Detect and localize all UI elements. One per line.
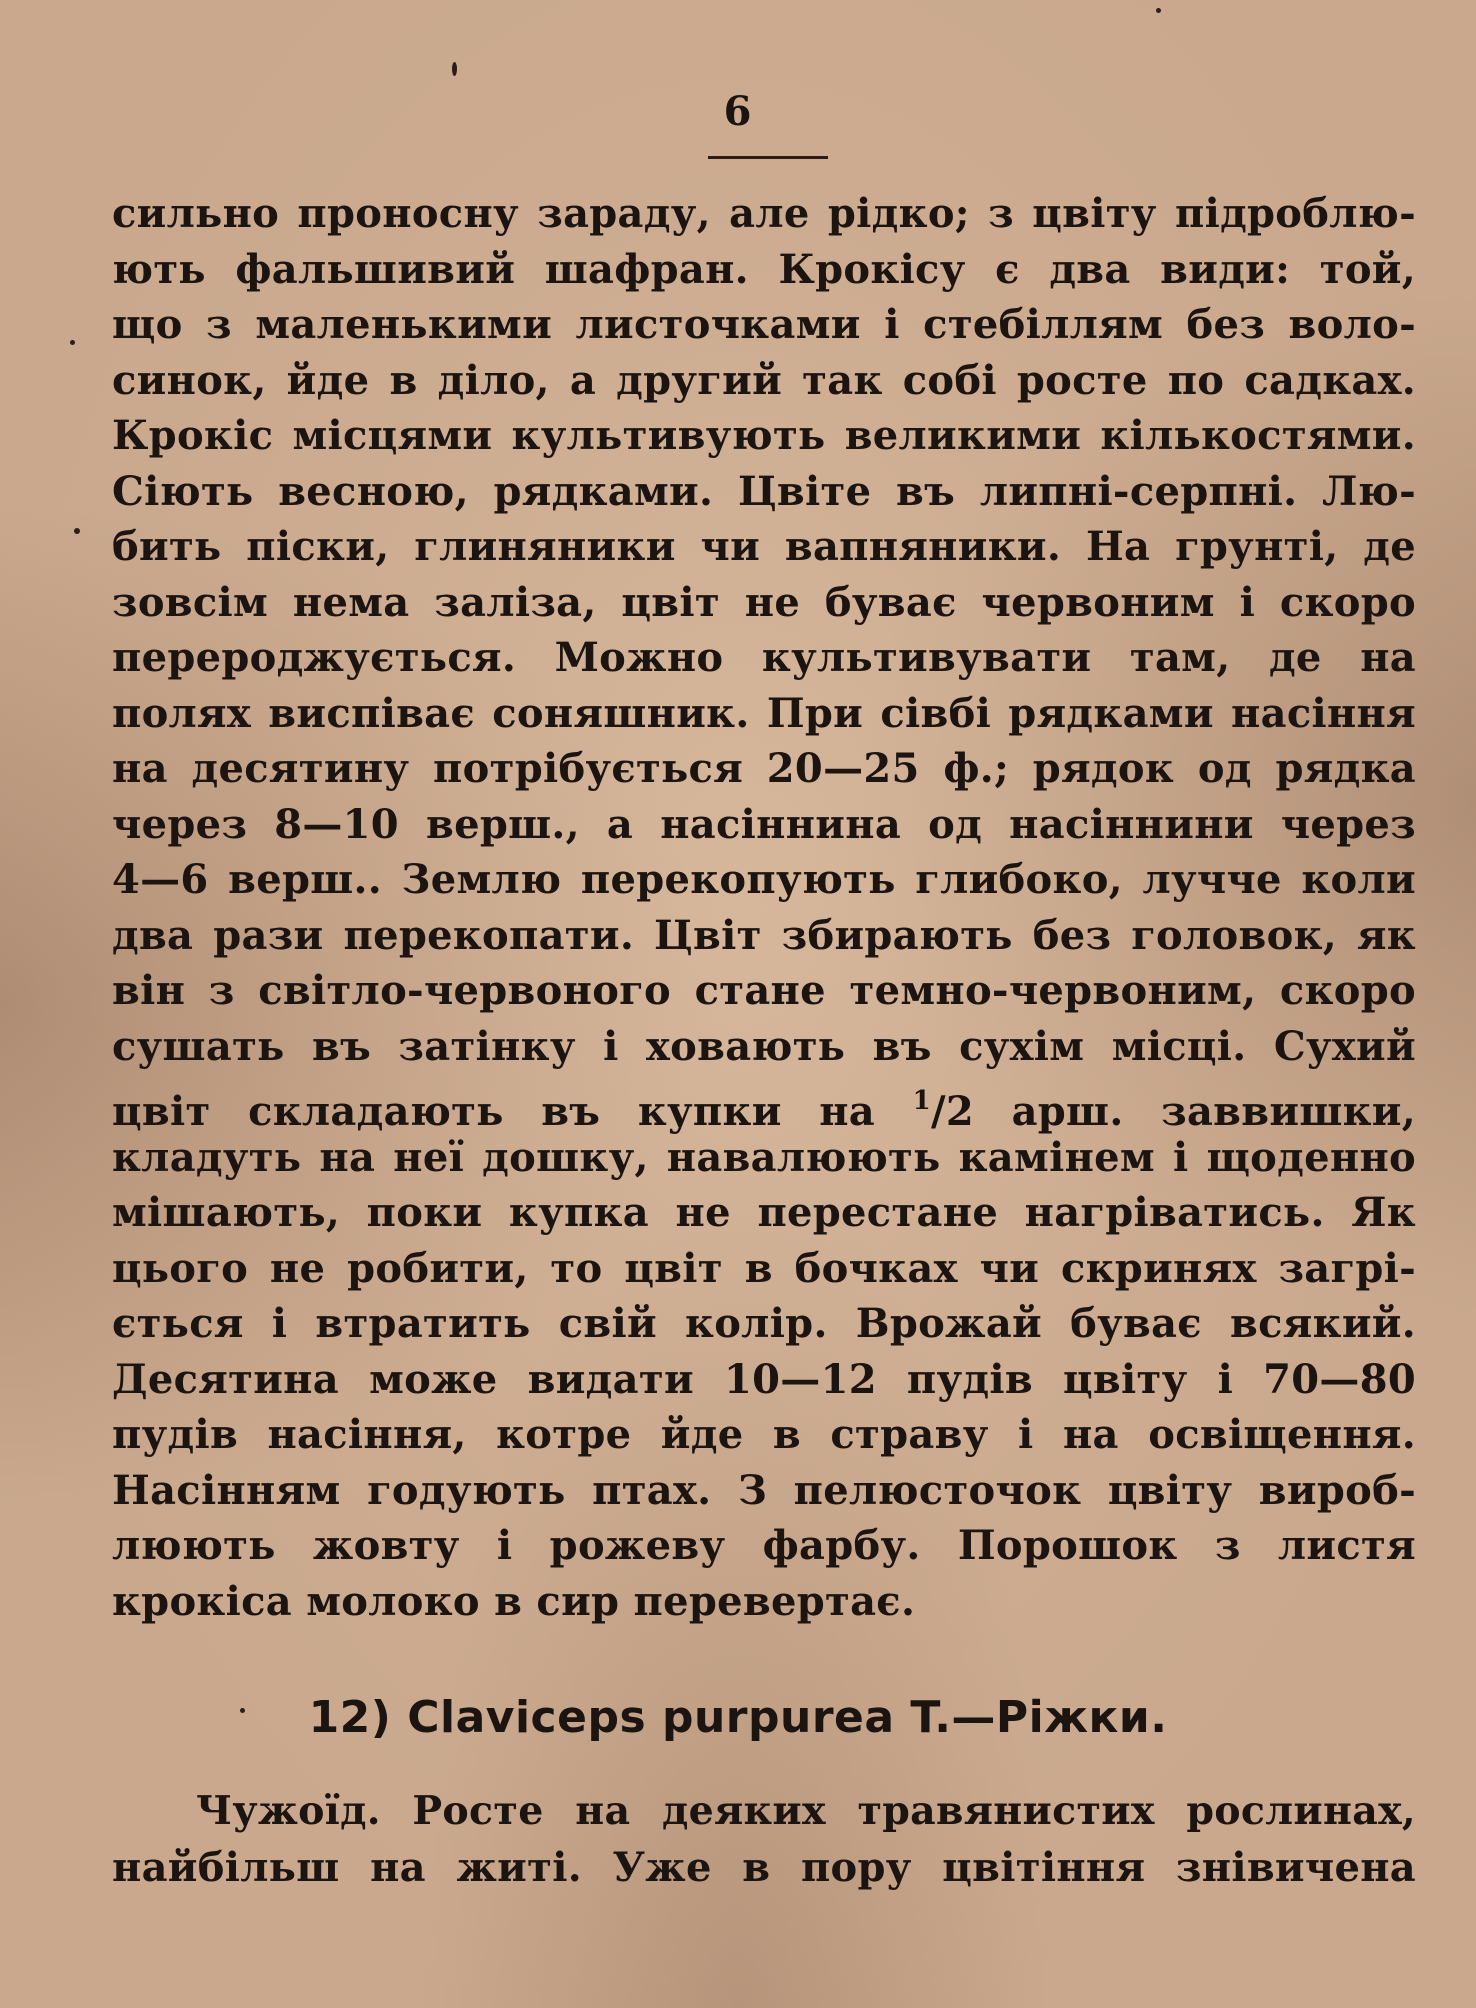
text-line: пудів насіння, котре йде в страву і на освіщення. [112, 1411, 1416, 1458]
page-number: 6 [723, 88, 753, 135]
text-line: Насінням годують птах. З пелюсточок цвіту вироб- [112, 1466, 1416, 1514]
text-line: 4—6 верш.. Землю перекопують глибоко, лучче коли [112, 856, 1416, 903]
paper-speck [70, 340, 75, 345]
text-line: полях виспіває соняшник. При сівбі рядками насіння [112, 689, 1416, 737]
text-line: крокіса молоко в сир перевертає. [112, 1577, 916, 1625]
text-fragment: арш. заввишки, [974, 1088, 1416, 1135]
text-line: ють фальшивий шафран. Крокісу є два види: той, [112, 245, 1416, 293]
text-line: що з маленькими листочками і стебіллям без воло- [112, 301, 1416, 348]
text-line: Десятина може видати 10—12 пудів цвіту і 70—80 [112, 1355, 1416, 1403]
text-line: сильно проносну зараду, але рідко; з цвіту підроблю- [112, 190, 1416, 237]
text-line: кладуть на неї дошку, навалюють камінем і щоденно [112, 1133, 1416, 1181]
paper-speck [240, 1708, 245, 1713]
paragraph-claviceps [112, 1784, 1416, 1895]
text-line: сушать въ затінку і ховають въ сухім місці. Сухий [112, 1022, 1416, 1070]
text-line: перероджується. Можно культивувати там, де на [112, 634, 1416, 681]
text-line: найбільш на житі. Уже в пору цвітіння знівичена [112, 1843, 1416, 1891]
text-line: він з світло-червоного стане темно-червоним, скоро [112, 967, 1416, 1014]
page-number-rule [708, 156, 828, 159]
text-line: синок, йде в діло, а другий так собі росте по садках. [112, 356, 1416, 404]
text-line: Крокіс місцями культивують великими кількостями. [112, 412, 1416, 459]
fraction-numerator: 1 [912, 1086, 931, 1116]
text-line: зовсім нема заліза, цвіт не буває червоним і скоро [112, 578, 1416, 626]
text-line: Сіють весною, рядками. Цвіте въ липні-серпні. Лю- [112, 467, 1416, 515]
paper-speck [452, 62, 457, 76]
text-fragment: цвіт складають въ купки на [112, 1088, 913, 1135]
text-line-with-fraction [112, 1074, 1416, 1135]
text-line: мішають, поки купка не перестане нагріватись. Як [112, 1189, 1416, 1236]
paper-speck [1156, 8, 1161, 13]
text-line: бить піски, глиняники чи вапняники. На грунті, де [112, 523, 1416, 570]
text-line: люють жовту і рожеву фарбу. Порошок з листя [112, 1522, 1416, 1569]
text-line: через 8—10 верш., а насіннина од насіннини через [112, 800, 1416, 848]
section-heading: 12) Claviceps purpurea T.—Ріжки. [308, 1692, 1168, 1743]
text-line: два рази перекопати. Цвіт збирають без головок, як [112, 911, 1416, 959]
paper-speck [74, 528, 80, 534]
text-line: на десятину потрібується 20—25 ф.; рядок од рядка [112, 745, 1416, 792]
paragraph-crocus [112, 186, 1416, 1629]
text-line: Чужоїд. Росте на деяких травянистих рослинах, [196, 1788, 1416, 1834]
fraction-denominator: /2 [930, 1088, 975, 1135]
text-line: цього не робити, то цвіт в бочках чи скринях загрі- [112, 1244, 1416, 1292]
text-line: ється і втратить свій колір. Врожай буває всякий. [112, 1300, 1416, 1347]
